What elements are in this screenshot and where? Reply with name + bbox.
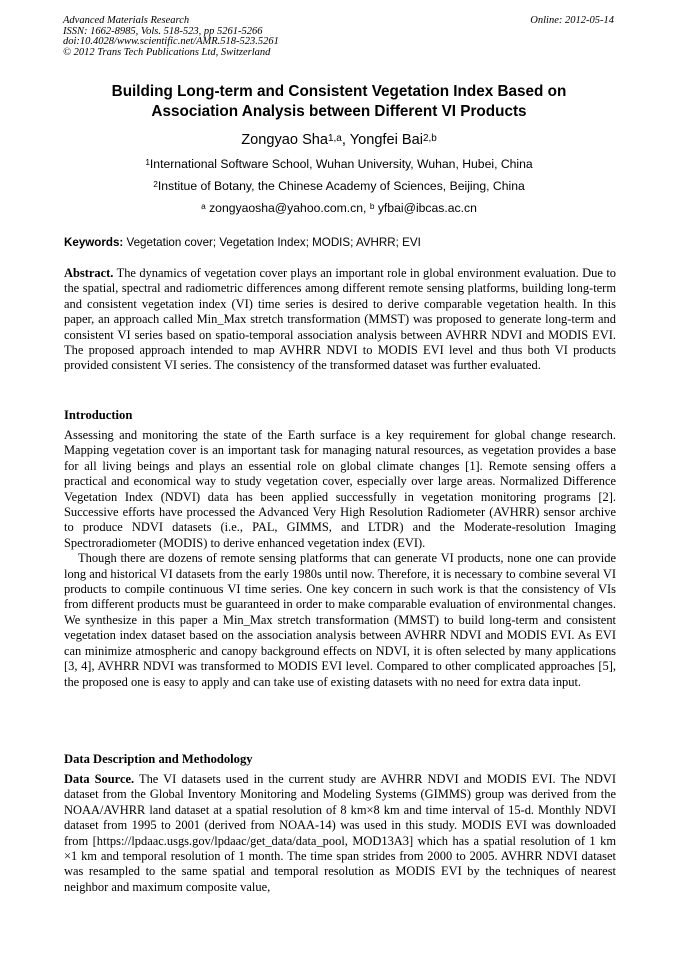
intro-paragraph-1: Assessing and monitoring the state of the Earth surface is a key requirement for global change research. Mapping vegetation cover is an important task for managing natural resources, as vegetation provides a base for all living beings and plays an essential role on global climate changes [1]. Remote sensing offers a practical and economical way to study vegetation cover, especially over large areas. Normalized Difference Vegetation Index (NDVI) data has been applied successfully in vegetation monitoring programs [2]. Successive efforts have processed the Advanced Very High Resolution Radiometer (AVHRR) sensor archive to produce NDVI datasets (i.e., PAL, GIMMS, and LTDR) and the Moderate-resolution Imaging Spectroradiometer (MODIS) to derive enhanced vegetation index (EVI). <box>64 428 616 550</box>
data-source-text: The VI datasets used in the current study are AVHRR NDVI and MODIS EVI. The NDVI dataset from the Global Inventory Monitoring and Modeling Systems (GIMMS) group was derived from the NOAA/AVHRR land dataset at a spatial resolution of 8 km×8 km and time interval of 15-d. Monthly NDVI dataset from 1995 to 2001 (derived from NOAA-14) was used in this study. MODIS EVI was downloaded from [https://lpdaac.usgs.gov/lpdaac/get_data/data_pool, MOD13A3] which has a spatial resolution of 1 km ×1 km and temporal resolution of 1 month. The time span strides from 2000 to 2005. AVHRR NDVI dataset was resampled to the same spatial and temporal resolution as MODIS EVI by the techniques of nearest neighbor and maximum composite value, <box>64 772 617 894</box>
copyright-line: © 2012 Trans Tech Publications Ltd, Switzerland <box>63 46 271 58</box>
affiliation-1-text: International Software School, Wuhan University, Wuhan, Hubei, China <box>149 157 533 171</box>
introduction-section <box>64 428 616 690</box>
authors-line <box>64 131 614 149</box>
email-b: yfbai@ibcas.ac.cn <box>374 201 477 215</box>
affiliation-2-text: Institue of Botany, the Chinese Academy of Sciences, Beijing, China <box>157 179 525 193</box>
abstract-text: The dynamics of vegetation cover plays an important role in global environment evaluation. Due to the spatial, spectral and radiometric differences among different remote sensing platforms, building long-term and consistent vegetation index (VI) time series is desired to derive comparable vegetation health. In this paper, an approach called Min_Max stretch transformation (MMST) was proposed to generate long-term and consistent VI series based on spatio-temporal association analysis between AVHRR NDVI and MODIS EVI. The proposed approach intended to map AVHRR NDVI to MODIS EVI level and thus both VI products provided consistent VI series. The consistency of the transformed dataset was further evaluated. <box>64 266 616 373</box>
abstract <box>64 266 616 374</box>
journal-name: Advanced Materials Research <box>63 15 190 26</box>
issn-line: ISSN: 1662-8985, Vols. 518-523, pp 5261-5266 <box>63 25 263 37</box>
data-methodology-heading: Data Description and Methodology <box>64 752 253 766</box>
author-2: Yongfei Bai <box>349 132 423 148</box>
emails-line <box>64 201 614 216</box>
abstract-label: Abstract. <box>64 266 114 280</box>
affiliation-2 <box>64 179 614 194</box>
journal-header <box>63 16 279 58</box>
affiliation-1 <box>64 157 614 172</box>
email-a-sup: a <box>201 201 206 212</box>
author-separator: , <box>341 132 350 148</box>
affiliation-1-sup: 1 <box>145 157 150 168</box>
online-date: Online: 2012-05-14 <box>530 15 614 26</box>
author-1: Zongyao Sha <box>241 132 329 148</box>
affiliation-2-sup: 2 <box>153 179 158 190</box>
paper-title <box>64 82 614 122</box>
doi-line: doi:10.4028/www.scientific.net/AMR.518-523.5261 <box>63 36 279 47</box>
data-source-label: Data Source. <box>64 772 135 786</box>
email-a: zongyaosha@yahoo.com.cn, <box>205 201 370 215</box>
keywords <box>64 236 616 250</box>
introduction-heading: Introduction <box>64 408 133 422</box>
title-line-2: Association Analysis between Different VI Products <box>151 103 527 120</box>
keywords-text: Vegetation cover; Vegetation Index; MODIS; AVHRR; EVI <box>123 236 421 249</box>
author-1-sup: 1,a <box>328 132 342 144</box>
data-source-paragraph <box>64 772 616 895</box>
email-b-sup: b <box>369 201 375 212</box>
intro-paragraph-2: Though there are dozens of remote sensing platforms that can generate VI products, none one can provide long and historical VI datasets from the early 1980s until now. Therefore, it is necessary to combine several VI products to compile continuous VI time series. One key concern in such work is that the consistency of VIs from different products must be guaranteed in order to make comparable evaluation of environmental changes. We synthesize in this paper a Min_Max stretch transformation (MMST) to build long-term and consistent vegetation index dataset based on the association analysis between AVHRR NDVI and MODIS EVI. As EVI can minimize atmospheric and canopy background effects on NDVI, it is often selected by many applications [3, 4], AVHRR NDVI was transformed to MODIS EVI level. Compared to other complicated approaches [5], the proposed one is easy to apply and can take use of existing datasets with no need for extra data input. <box>64 551 616 689</box>
keywords-label: Keywords: <box>64 236 124 249</box>
title-line-1: Building Long-term and Consistent Vegetation Index Based on <box>111 83 567 100</box>
author-2-sup: 2,b <box>423 132 437 144</box>
